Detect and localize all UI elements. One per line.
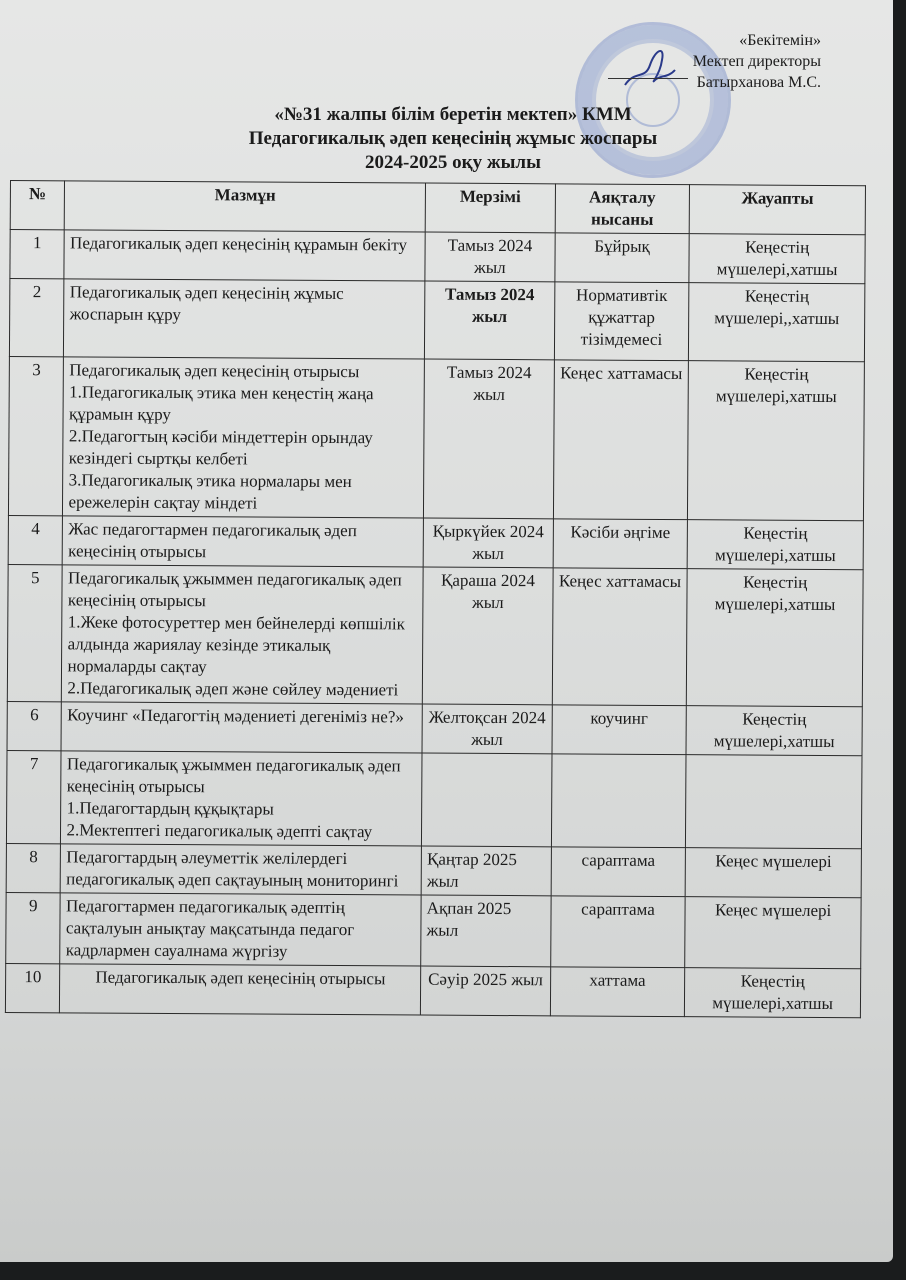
cell-form: Кәсіби әңгіме xyxy=(553,519,688,569)
cell-form: Нормативтік құжаттар тізімдемесі xyxy=(554,282,689,361)
cell-content xyxy=(64,279,425,359)
signature-line xyxy=(608,78,688,79)
content-line: Педагогикалық әдеп кеңесінің жұмыс жоспарын құру xyxy=(69,282,344,325)
cell-num: 5 xyxy=(7,564,62,701)
approval-block xyxy=(693,30,821,93)
cell-num: 6 xyxy=(7,701,62,750)
approval-name: Батырханова М.С. xyxy=(696,74,821,91)
cell-form: сараптама xyxy=(551,847,686,897)
cell-form: Кеңес хаттамасы xyxy=(552,568,687,706)
table-row xyxy=(10,230,865,284)
cell-num: 8 xyxy=(6,843,61,892)
table-row xyxy=(9,279,864,362)
cell-form: Кеңес хаттамасы xyxy=(553,360,689,520)
header-responsible: Жауапты xyxy=(689,185,865,235)
cell-responsible: Кеңестің мүшелері,хатшы xyxy=(685,968,861,1018)
cell-num: 10 xyxy=(5,963,60,1012)
header-form: Аяқталу нысаны xyxy=(555,184,690,234)
cell-date: Қыркүйек 2024 жыл xyxy=(423,518,553,568)
cell-content xyxy=(60,893,421,966)
cell-form xyxy=(551,754,686,848)
cell-content xyxy=(64,230,425,281)
cell-responsible: Кеңес мүшелері xyxy=(685,897,861,969)
table-row xyxy=(8,515,863,569)
work-plan-table xyxy=(5,180,866,1018)
cell-responsible: Кеңестің мүшелері,хатшы xyxy=(689,234,865,284)
content-line: Педагогикалық әдеп кеңесінің отырысы xyxy=(69,360,360,382)
cell-content xyxy=(61,751,422,846)
cell-form: коучинг xyxy=(552,705,687,755)
cell-num: 9 xyxy=(6,892,61,963)
content-line: Педагогикалық әдеп кеңесінің құрамын бекіту xyxy=(70,233,408,255)
cell-content xyxy=(61,702,422,753)
cell-num: 7 xyxy=(6,750,61,843)
content-line: 2.Педагогикалық әдеп және сөйлеу мәдениеті xyxy=(67,678,399,700)
header-num: № xyxy=(10,181,65,230)
content-line: Педагогикалық ұжыммен педагогикалық әдеп кеңесінің отырысы xyxy=(66,754,401,797)
cell-content xyxy=(63,516,424,567)
cell-date: Тамыз 2024 жыл xyxy=(425,232,555,282)
approval-heading: «Бекітемін» xyxy=(739,32,821,49)
cell-responsible xyxy=(686,755,862,849)
cell-num: 1 xyxy=(10,230,65,279)
cell-num: 3 xyxy=(8,356,63,515)
table-row xyxy=(6,750,862,848)
content-line: 1.Жеке фотосуреттер мен бейнелерді көпшілік алдында жариялау кезінде этикалық нормаларды сақтау xyxy=(67,612,405,677)
cell-date xyxy=(422,753,552,847)
content-line: 3.Педагогикалық этика нормалары мен ережелерін сақтау міндеті xyxy=(68,470,352,513)
cell-content xyxy=(62,565,424,704)
cell-date: Желтоқсан 2024 жыл xyxy=(422,704,552,754)
table-row xyxy=(6,843,861,897)
table-row xyxy=(7,701,862,755)
header-date: Мерзімі xyxy=(425,183,555,233)
content-line: Педагогикалық ұжыммен педагогикалық әдеп кеңесінің отырысы xyxy=(67,568,402,611)
cell-num: 4 xyxy=(8,515,63,564)
cell-responsible: Кеңестің мүшелері,хатшы xyxy=(686,706,862,756)
cell-content xyxy=(60,964,421,1015)
table-row xyxy=(8,356,864,520)
content-line: Жас педагогтармен педагогикалық әдеп кеңесінің отырысы xyxy=(68,519,357,562)
cell-responsible: Кеңестің мүшелері,хатшы xyxy=(687,569,864,707)
document-title xyxy=(0,103,906,175)
table-row xyxy=(5,963,860,1017)
content-line: Педагогикалық әдеп кеңесінің отырысы xyxy=(95,967,386,989)
content-line: Коучинг «Педагогтің мәдениеті дегеніміз не?» xyxy=(67,705,404,727)
content-line: 1.Педагогикалық этика мен кеңестің жаңа құрамын құру xyxy=(68,382,374,424)
table-header-row xyxy=(10,181,865,235)
approval-position: Мектеп директоры xyxy=(692,53,821,70)
cell-num: 2 xyxy=(9,279,64,357)
title-plan: Педагогикалық әдеп кеңесінің жұмыс жоспары xyxy=(248,128,658,149)
cell-date: Қаңтар 2025 жыл xyxy=(421,846,551,896)
cell-form: сараптама xyxy=(550,896,685,968)
content-line: 2.Мектептегі педагогикалық әдепті сақтау xyxy=(66,820,373,842)
cell-date: Қараша 2024 жыл xyxy=(422,567,552,705)
header-content: Мазмұн xyxy=(65,181,426,232)
cell-responsible: Кеңестің мүшелері,,хатшы xyxy=(689,283,865,362)
cell-responsible: Кеңестің мүшелері,хатшы xyxy=(688,361,865,521)
cell-date: Ақпан 2025 жыл xyxy=(421,895,551,967)
cell-date: Тамыз 2024 жыл xyxy=(424,359,554,519)
content-line: 2.Педагогтың кәсіби міндеттерін орындау кезіндегі сыртқы келбеті xyxy=(68,426,373,469)
cell-form: хаттама xyxy=(550,967,685,1017)
table-row xyxy=(6,892,861,968)
cell-date: Тамыз 2024 жыл xyxy=(425,281,555,360)
content-line: Педагогтармен педагогикалық әдептің сақталуын анықтау мақсатында педагог кадрлармен сауалнама жүргізу xyxy=(65,896,355,961)
cell-responsible: Кеңестің мүшелері,хатшы xyxy=(687,520,863,570)
cell-date: Сәуір 2025 жыл xyxy=(421,966,551,1016)
title-year: 2024-2025 оқу жылы xyxy=(365,152,541,173)
cell-responsible: Кеңес мүшелері xyxy=(685,848,861,898)
cell-form: Бұйрық xyxy=(555,233,690,283)
table-row xyxy=(7,564,863,706)
content-line: 1.Педагогтардың құқықтары xyxy=(66,798,274,819)
signature-icon xyxy=(620,40,680,95)
cell-content xyxy=(63,357,425,518)
cell-content xyxy=(61,844,422,895)
content-line: Педагогтардың әлеуметтік желілердегі педагогикалық әдеп сақтауының мониторингі xyxy=(66,847,399,891)
title-school: «№31 жалпы білім беретін мектеп» КММ xyxy=(274,104,632,125)
